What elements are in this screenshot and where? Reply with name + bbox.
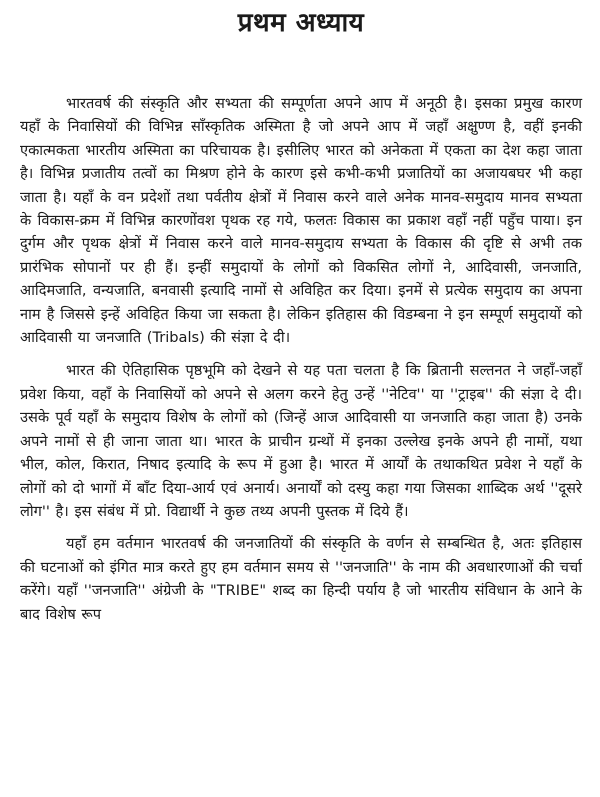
chapter-title: प्रथम अध्याय bbox=[237, 8, 365, 38]
paragraph-3: यहाँ हम वर्तमान भारतवर्ष की जनजातियों की संस्कृति के वर्णन से सम्बन्धित है, अतः इतिहास की घटनाओं को इंगित मात्र करते हुए हम वर्तमान समय से ''जनजाति'' के नाम की अवधारणाओं की चर्चा करेंगे। यहाँ ''जनजाति'' अंग्रेजी के "TRIBE" शब्द का हिन्दी पर्याय है जो भारतीय संविधान के आने के बाद विशेष रूप bbox=[20, 535, 582, 623]
paragraph-1: भारतवर्ष की संस्कृति और सभ्यता की सम्पूर्णता अपने आप में अनूठी है। इसका प्रमुख कारण यहाँ के निवासियों की विभिन्न साँस्कृतिक अस्मिता है जो अपने आप में जहाँ अक्षुण्ण है, वहीं इनकी एकात्मकता भारतीय अस्मिता का परिचायक है। इसीलिए भारत को अनेकता में एकता का देश कहा जाता है। विभिन्न प्रजातीय तत्वों का मिश्रण होने के कारण इसे कभी-कभी प्रजातियों का अजायबघर भी कहा जाता है। यहाँ के वन प्रदेशों तथा पर्वतीय क्षेत्रों में निवास करने वाले अनेक मानव-समुदाय मानव सभ्यता के विकास-क्रम में विभिन्न कारणोंवश पृथक रह गये, फलतः विकास का प्रकाश वहाँ नहीं पहुँच पाया। इन दुर्गम और पृथक क्षेत्रों में निवास करने वाले मानव-समुदाय सभ्यता के विकास की दृष्टि से अभी तक प्रारंभिक सोपानों पर ही हैं। इन्हीं समुदायों के लोगों को विकसित लोगों ने, आदिवासी, जनजाति, आदिमजाति, वन्यजाति, बनवासी इत्यादि नामों से अविहित कर दिया। इनमें से प्रत्येक समुदाय का अपना नाम है जिससे इन्हें अविहित किया जा सकता है। लेकिन इतिहास की विडम्बना ने इन सम्पूर्ण समुदायों को आदिवासी या जनजाति (Tribals) की संज्ञा दे दी। bbox=[20, 95, 582, 347]
paragraph-2: भारत की ऐतिहासिक पृष्ठभूमि को देखने से यह पता चलता है कि ब्रितानी सल्तनत ने जहाँ-जहाँ प्रवेश किया, वहाँ के निवासियों को अपने से अलग करने हेतु उन्हें ''नेटिव'' या ''ट्राइब'' की संज्ञा दे दी। उसके पूर्व यहाँ के समुदाय विशेष के लोगों को (जिन्हें आज आदिवासी या जनजाति कहा जाता है) उनके अपने नामों से ही जाना जाता था। भारत के प्राचीन ग्रन्थों में इनका उल्लेख इनके अपने ही नामों, यथा भील, कोल, किरात, निषाद इत्यादि के रूप में हुआ है। भारत में आर्यों के तथाकथित प्रवेश ने यहाँ के लोगों को दो भागों में बाँट दिया-आर्य एवं अनार्य। अनार्यों को दस्यु कहा गया जिसका शाब्दिक अर्थ ''दूसरे लोग'' है। इस संबंध में प्रो. विद्यार्थी ने कुछ तथ्य अपनी पुस्तक में दिये हैं। bbox=[20, 362, 582, 520]
